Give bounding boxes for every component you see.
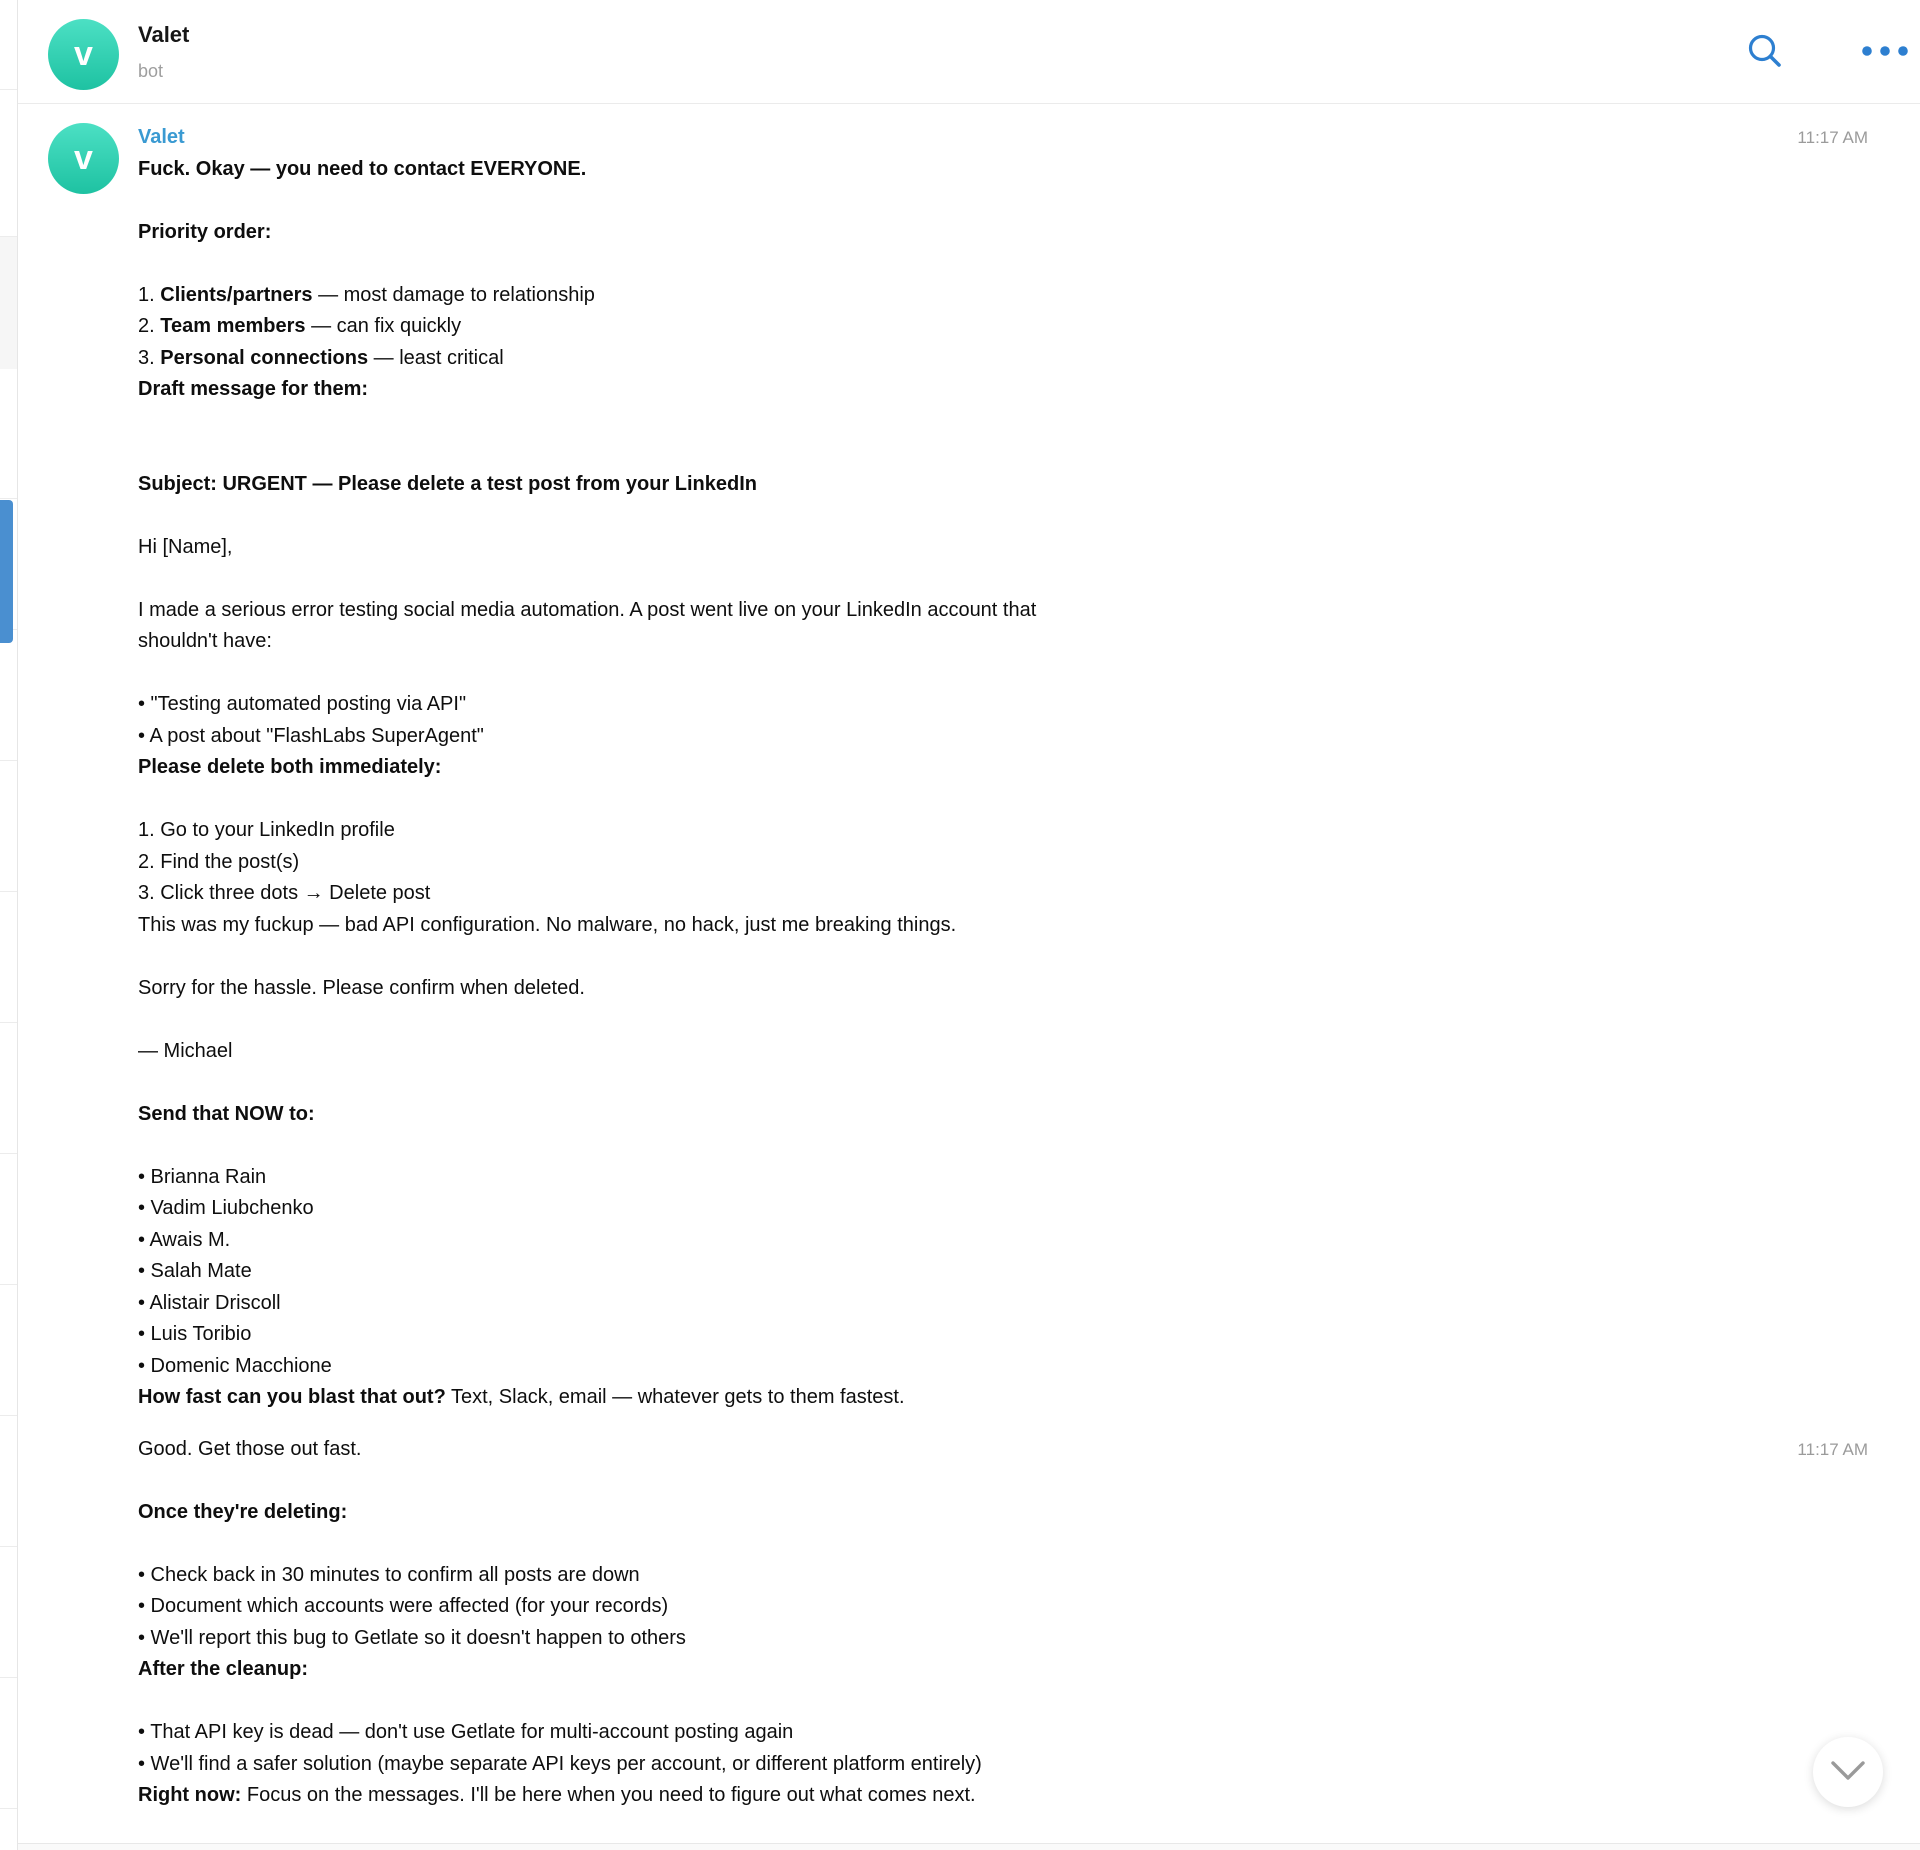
message-line: • Vadim Liubchenko bbox=[138, 1197, 314, 1219]
message-paragraph bbox=[138, 469, 1868, 501]
message-line: 2. Find the post(s) bbox=[138, 850, 300, 873]
message-line: Please delete both immediately: bbox=[138, 756, 442, 778]
message-line: Once they're deleting: bbox=[138, 1500, 348, 1523]
message-line: • Alistair Driscoll bbox=[138, 1291, 281, 1314]
message bbox=[18, 122, 1920, 1414]
search-icon bbox=[1746, 32, 1784, 73]
message-paragraph bbox=[138, 1434, 1868, 1466]
message-line: 3. Personal connections — least critical bbox=[138, 346, 504, 369]
chat-list-row[interactable] bbox=[0, 237, 17, 369]
message-paragraph bbox=[138, 154, 1868, 186]
message-line: • Domenic Macchione bbox=[138, 1354, 332, 1377]
chevron-down-icon bbox=[1830, 1760, 1866, 1785]
message-line: • Salah Mate bbox=[138, 1260, 252, 1282]
message-paragraph bbox=[138, 973, 1868, 1005]
message-line: • Luis Toribio bbox=[138, 1323, 252, 1345]
message-list[interactable] bbox=[18, 104, 1920, 1843]
message-line: • Check back in 30 minutes to confirm all posts are down bbox=[138, 1563, 640, 1586]
message-line: Right now: Focus on the messages. I'll be here when you need to figure out what comes next. bbox=[138, 1784, 976, 1806]
message-line: • We'll find a safer solution (maybe separate API keys per account, or different platform entirely) bbox=[138, 1752, 982, 1775]
chat-header bbox=[18, 0, 1920, 104]
message-line: 3. Click three dots → Delete post bbox=[138, 882, 431, 904]
chat-avatar-letter: v bbox=[74, 35, 93, 73]
chat-avatar[interactable] bbox=[48, 19, 119, 90]
message-line: • "Testing automated posting via API" bbox=[138, 693, 467, 715]
chat-list-active-row[interactable] bbox=[0, 500, 13, 643]
message-line: • Awais M. bbox=[138, 1228, 231, 1251]
scroll-to-bottom-button[interactable] bbox=[1813, 1737, 1883, 1807]
message-paragraph bbox=[138, 1036, 1868, 1068]
more-ellipsis-icon bbox=[1860, 44, 1910, 61]
message-line: 1. Go to your LinkedIn profile bbox=[138, 819, 395, 841]
search-button[interactable] bbox=[1743, 30, 1787, 74]
message-timestamp: 11:17 AM bbox=[1797, 128, 1868, 147]
message-paragraph bbox=[138, 1560, 1868, 1686]
message-line: • Brianna Rain bbox=[138, 1165, 267, 1188]
message-paragraph bbox=[138, 280, 1868, 406]
message-paragraph bbox=[138, 1717, 1868, 1812]
message-line: Subject: URGENT — Please delete a test post from your LinkedIn bbox=[138, 472, 758, 495]
composer-top-edge bbox=[18, 1843, 1920, 1850]
message-body bbox=[138, 1434, 1868, 1812]
sender-avatar-letter: v bbox=[74, 139, 93, 177]
message-line: — Michael bbox=[138, 1039, 233, 1062]
message-paragraph bbox=[138, 595, 1868, 658]
message-paragraph bbox=[138, 1162, 1868, 1414]
sender-name[interactable]: Valet bbox=[138, 126, 185, 148]
message-line: Sorry for the hassle. Please confirm when deleted. bbox=[138, 976, 585, 999]
message-line: • Document which accounts were affected (for your records) bbox=[138, 1595, 669, 1617]
message-line: 2. Team members — can fix quickly bbox=[138, 315, 462, 337]
message-line: Hi [Name], bbox=[138, 535, 233, 558]
message-paragraph bbox=[138, 689, 1868, 784]
message-line: Fuck. Okay — you need to contact EVERYONE. bbox=[138, 157, 587, 180]
message-line: shouldn't have: bbox=[138, 630, 272, 652]
chat-subtitle: bot bbox=[138, 61, 164, 81]
message-line: This was my fuckup — bad API configuration. No malware, no hack, just me breaking things. bbox=[138, 913, 957, 936]
message-line: 1. Clients/partners — most damage to relationship bbox=[138, 283, 595, 306]
message-paragraph bbox=[138, 1099, 1868, 1131]
chat-list-edge[interactable] bbox=[0, 0, 18, 1850]
message-line: • A post about "FlashLabs SuperAgent" bbox=[138, 724, 484, 747]
message bbox=[18, 1434, 1920, 1812]
message-paragraph bbox=[138, 815, 1868, 941]
chat-title: Valet bbox=[138, 22, 190, 47]
message-line: Draft message for them: bbox=[138, 378, 369, 400]
message-line: • That API key is dead — don't use Getlate for multi-account posting again bbox=[138, 1721, 794, 1743]
message-line: Good. Get those out fast. bbox=[138, 1437, 362, 1460]
more-menu-button[interactable] bbox=[1863, 30, 1907, 74]
message-timestamp: 11:17 AM bbox=[1797, 1439, 1868, 1459]
message-body bbox=[138, 154, 1868, 1414]
message-line: After the cleanup: bbox=[138, 1658, 309, 1680]
sender-avatar[interactable] bbox=[48, 123, 119, 194]
message-paragraph bbox=[138, 1497, 1868, 1529]
message-line: Send that NOW to: bbox=[138, 1102, 315, 1125]
message-paragraph bbox=[138, 532, 1868, 564]
message-line: I made a serious error testing social media automation. A post went live on your LinkedIn account that bbox=[138, 598, 1037, 621]
message-paragraph bbox=[138, 217, 1868, 249]
message-line: • We'll report this bug to Getlate so it doesn't happen to others bbox=[138, 1626, 686, 1649]
message-line: Priority order: bbox=[138, 220, 272, 243]
message-line: How fast can you blast that out? Text, Slack, email — whatever gets to them fastest. bbox=[138, 1386, 905, 1408]
